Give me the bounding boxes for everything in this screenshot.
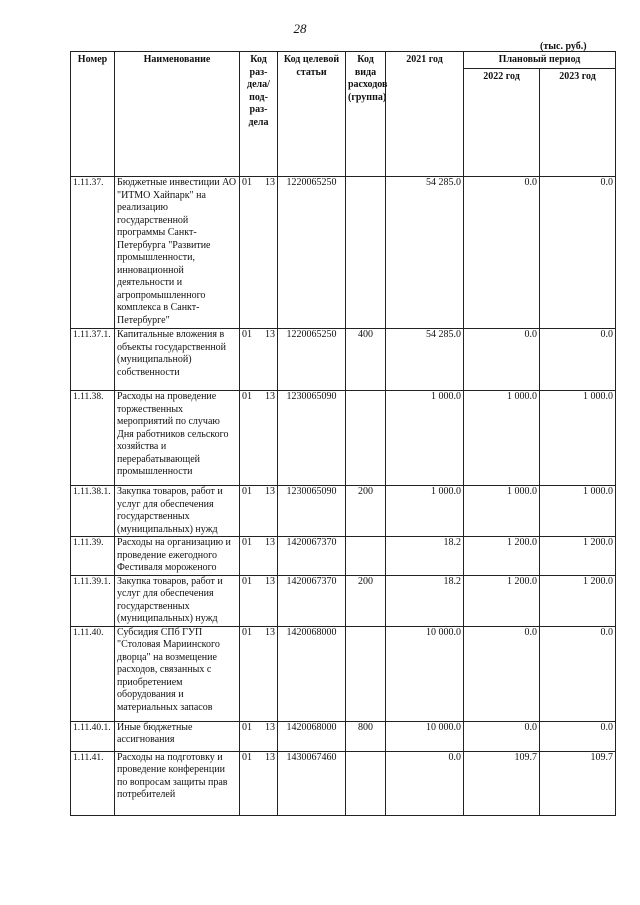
header-name: Наименование (115, 52, 240, 177)
row-target-code: 1420067370 (278, 537, 346, 576)
table-row (71, 575, 616, 626)
row-amount-2021: 18.2 (386, 575, 464, 626)
row-amount-2023: 1 200.0 (540, 575, 616, 626)
row-name: Субсидия СПб ГУП "Столовая Мариинского дворца" на возмещение расходов, связанных с приобретением оборудования и материальных запасов (115, 626, 240, 721)
row-subsection: 13 (265, 391, 275, 402)
table-row (71, 626, 616, 721)
row-name: Закупка товаров, работ и услуг для обеспечения государственных (муниципальных) нужд (115, 575, 240, 626)
row-section: 01 (242, 329, 252, 340)
row-subsection: 13 (265, 177, 275, 188)
row-target-code: 1220065250 (278, 329, 346, 391)
row-amount-2022: 1 200.0 (464, 575, 540, 626)
row-number: 1.11.38. (71, 391, 115, 486)
row-section-code (240, 721, 278, 751)
row-amount-2021: 1 000.0 (386, 486, 464, 537)
row-amount-2023: 1 200.0 (540, 537, 616, 576)
row-target-code: 1420068000 (278, 721, 346, 751)
row-name: Закупка товаров, работ и услуг для обеспечения государственных (муниципальных) нужд (115, 486, 240, 537)
row-name: Расходы на организацию и проведение ежегодного Фестиваля мороженого (115, 537, 240, 576)
row-number: 1.11.37.1. (71, 329, 115, 391)
row-section-code (240, 626, 278, 721)
row-section: 01 (242, 721, 252, 733)
row-amount-2023: 1 000.0 (540, 391, 616, 486)
row-section-code (240, 177, 278, 329)
row-expense-type-code: 400 (346, 329, 386, 391)
row-amount-2023: 0.0 (540, 721, 616, 751)
header-expense-type-code: Код вида расходов (группа) (346, 52, 386, 177)
row-subsection: 13 (265, 626, 275, 638)
row-section: 01 (242, 391, 252, 402)
units-label: (тыс. руб.) (540, 41, 587, 52)
row-amount-2023: 0.0 (540, 329, 616, 391)
row-target-code: 1230065090 (278, 391, 346, 486)
row-amount-2021: 18.2 (386, 537, 464, 576)
row-amount-2022: 0.0 (464, 626, 540, 721)
row-subsection: 13 (265, 329, 275, 340)
table-row (71, 391, 616, 486)
row-name: Иные бюджетные ассигнования (115, 721, 240, 751)
row-subsection: 13 (265, 721, 275, 733)
row-amount-2022: 0.0 (464, 329, 540, 391)
row-expense-type-code (346, 626, 386, 721)
row-amount-2022: 1 000.0 (464, 486, 540, 537)
row-amount-2021: 54 285.0 (386, 329, 464, 391)
header-planning-period: Плановый период (464, 52, 616, 69)
row-amount-2023: 0.0 (540, 177, 616, 329)
row-expense-type-code (346, 391, 386, 486)
row-expense-type-code: 800 (346, 721, 386, 751)
row-expense-type-code (346, 751, 386, 815)
table-row (71, 537, 616, 576)
row-section: 01 (242, 486, 252, 497)
row-name: Бюджетные инвестиции АО "ИТМО Хайпарк" на реализацию государственной программы Санкт-Петербурга "Развитие промышленности, инновационной деятельности и агропромышленного комплекса в Санкт-Петербурге" (115, 177, 240, 329)
row-section-code (240, 486, 278, 537)
row-name: Расходы на подготовку и проведение конференции по вопросам защиты прав потребителей (115, 751, 240, 815)
row-section: 01 (242, 537, 252, 548)
row-name: Капитальные вложения в объекты государственной (муниципальной) собственности (115, 329, 240, 391)
row-number: 1.11.39.1. (71, 575, 115, 626)
row-amount-2022: 0.0 (464, 721, 540, 751)
row-section-code (240, 391, 278, 486)
row-target-code: 1420068000 (278, 626, 346, 721)
row-amount-2021: 1 000.0 (386, 391, 464, 486)
row-subsection: 13 (265, 486, 275, 497)
row-number: 1.11.41. (71, 751, 115, 815)
header-year-2021: 2021 год (386, 52, 464, 177)
row-section: 01 (242, 626, 252, 638)
row-name: Расходы на проведение торжественных мероприятий по случаю Дня работников сельского хозяйства и перерабатывающей промышленности (115, 391, 240, 486)
row-number: 1.11.38.1. (71, 486, 115, 537)
row-expense-type-code (346, 177, 386, 329)
row-amount-2021: 0.0 (386, 751, 464, 815)
row-target-code: 1230065090 (278, 486, 346, 537)
page-number: 28 (293, 21, 307, 36)
row-amount-2023: 0.0 (540, 626, 616, 721)
table-body (71, 177, 616, 816)
row-subsection: 13 (265, 537, 275, 548)
row-number: 1.11.40.1. (71, 721, 115, 751)
row-subsection: 13 (265, 751, 275, 763)
row-section-code (240, 575, 278, 626)
row-amount-2022: 109.7 (464, 751, 540, 815)
row-number: 1.11.37. (71, 177, 115, 329)
header-row (71, 52, 616, 69)
header-number: Номер (71, 52, 115, 177)
row-section: 01 (242, 177, 252, 188)
row-target-code: 1430067460 (278, 751, 346, 815)
row-target-code: 1220065250 (278, 177, 346, 329)
table-row (71, 721, 616, 751)
row-amount-2021: 54 285.0 (386, 177, 464, 329)
row-amount-2023: 109.7 (540, 751, 616, 815)
row-amount-2022: 1 000.0 (464, 391, 540, 486)
header-year-2023: 2023 год (540, 69, 616, 177)
budget-table (70, 51, 616, 816)
row-section-code (240, 751, 278, 815)
row-amount-2021: 10 000.0 (386, 626, 464, 721)
row-section-code (240, 537, 278, 576)
header-year-2022: 2022 год (464, 69, 540, 177)
row-amount-2021: 10 000.0 (386, 721, 464, 751)
row-number: 1.11.40. (71, 626, 115, 721)
table-row (71, 751, 616, 815)
row-expense-type-code: 200 (346, 486, 386, 537)
row-section-code (240, 329, 278, 391)
header-section-code: Код раз-дела/ под-раз-дела (240, 52, 278, 177)
table-row (71, 486, 616, 537)
row-subsection: 13 (265, 575, 275, 587)
row-amount-2022: 1 200.0 (464, 537, 540, 576)
row-amount-2022: 0.0 (464, 177, 540, 329)
row-section: 01 (242, 575, 252, 587)
row-amount-2023: 1 000.0 (540, 486, 616, 537)
row-section: 01 (242, 751, 252, 763)
table-row (71, 329, 616, 391)
row-target-code: 1420067370 (278, 575, 346, 626)
table-row (71, 177, 616, 329)
row-number: 1.11.39. (71, 537, 115, 576)
row-expense-type-code (346, 537, 386, 576)
row-expense-type-code: 200 (346, 575, 386, 626)
header-target-code: Код целевой статьи (278, 52, 346, 177)
